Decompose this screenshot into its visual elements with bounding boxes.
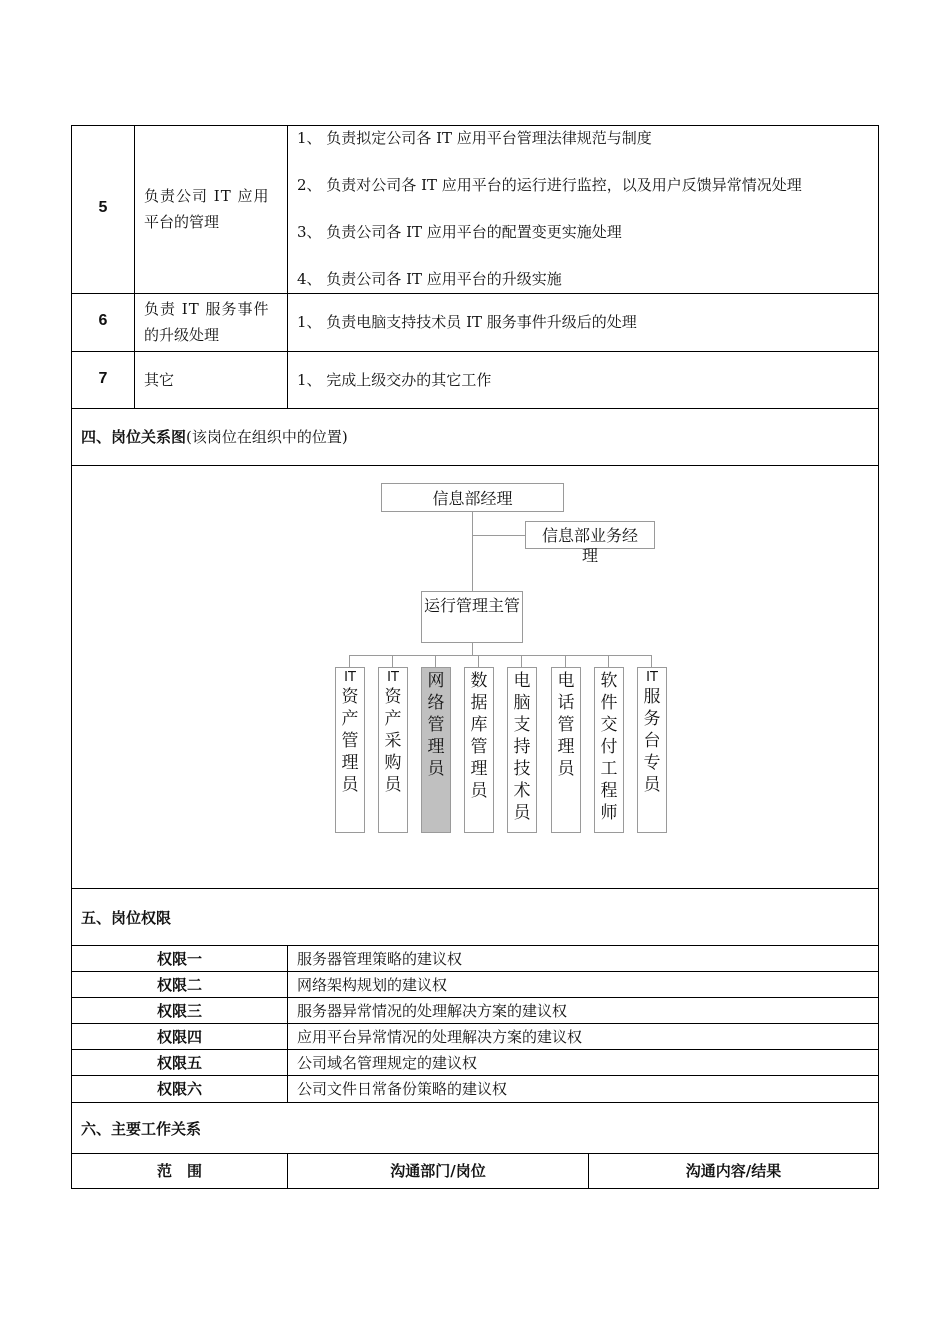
- duty-item: 1、 负责电脑支持技术员 IT 服务事件升级后的处理: [297, 313, 637, 331]
- duty-item: 1、 完成上级交办的其它工作: [297, 371, 492, 389]
- permission-text: 应用平台异常情况的处理解决方案的建议权: [297, 1028, 583, 1046]
- org-node-sub: 软 件 交 付 工 程 师: [594, 667, 624, 833]
- duty-item: 3、 负责公司各 IT 应用平台的配置变更实施处理: [297, 223, 622, 241]
- org-node-sub: 电 话 管 理 员: [551, 667, 581, 833]
- permission-text: 服务器异常情况的处理解决方案的建议权: [297, 1002, 568, 1020]
- duty-item: 2、 负责对公司各 IT 应用平台的运行进行监控，以及用户反馈异常情况处理: [297, 176, 802, 194]
- permission-text: 服务器管理策略的建议权: [297, 950, 463, 968]
- duty-number: 6: [98, 312, 108, 329]
- permission-label: 权限一: [156, 950, 202, 968]
- permission-text: 公司文件日常备份策略的建议权: [297, 1080, 508, 1098]
- org-node-sub-highlight: 网 络 管 理 员: [421, 667, 451, 833]
- org-node-side: 信息部业务经 理: [525, 521, 655, 549]
- section-heading-5: 五、岗位权限: [81, 909, 172, 927]
- column-header-dept: 沟通部门/岗位: [390, 1162, 486, 1180]
- org-node-middle: 运行管理主管: [421, 591, 523, 643]
- duty-title: 负责公司 IT 应用 平台的管理: [144, 187, 270, 231]
- section-heading-4: 四、岗位关系图(该岗位在组织中的位置): [81, 428, 348, 446]
- org-node-sub: 电 脑 支 持 技 术 员: [507, 667, 537, 833]
- permission-label: 权限四: [156, 1028, 202, 1046]
- duty-number: 7: [98, 370, 108, 387]
- section-heading-6: 六、主要工作关系: [81, 1120, 202, 1138]
- duty-title: 负责 IT 服务事件 的升级处理: [144, 300, 270, 344]
- org-node-sub: 数 据 库 管 理 员: [464, 667, 494, 833]
- permission-text: 公司域名管理规定的建议权: [297, 1054, 478, 1072]
- column-header-content: 沟通内容/结果: [685, 1162, 782, 1180]
- permission-text: 网络架构规划的建议权: [297, 976, 448, 994]
- permission-label: 权限六: [156, 1080, 202, 1098]
- org-node-sub: IT 服 务 台 专 员: [637, 667, 667, 833]
- org-node-top: 信息部经理: [381, 483, 564, 512]
- duty-title: 其它: [144, 371, 175, 389]
- org-node-sub: IT 资 产 采 购 员: [378, 667, 408, 833]
- org-node-sub: IT 资 产 管 理 员: [335, 667, 365, 833]
- duty-number: 5: [98, 199, 108, 216]
- permission-label: 权限二: [156, 976, 202, 994]
- permission-label: 权限三: [156, 1002, 202, 1020]
- column-header-scope: 范 围: [156, 1162, 202, 1180]
- duty-item: 4、 负责公司各 IT 应用平台的升级实施: [297, 270, 562, 288]
- permission-label: 权限五: [156, 1054, 202, 1072]
- duty-item: 1、 负责拟定公司各 IT 应用平台管理法律规范与制度: [297, 129, 652, 147]
